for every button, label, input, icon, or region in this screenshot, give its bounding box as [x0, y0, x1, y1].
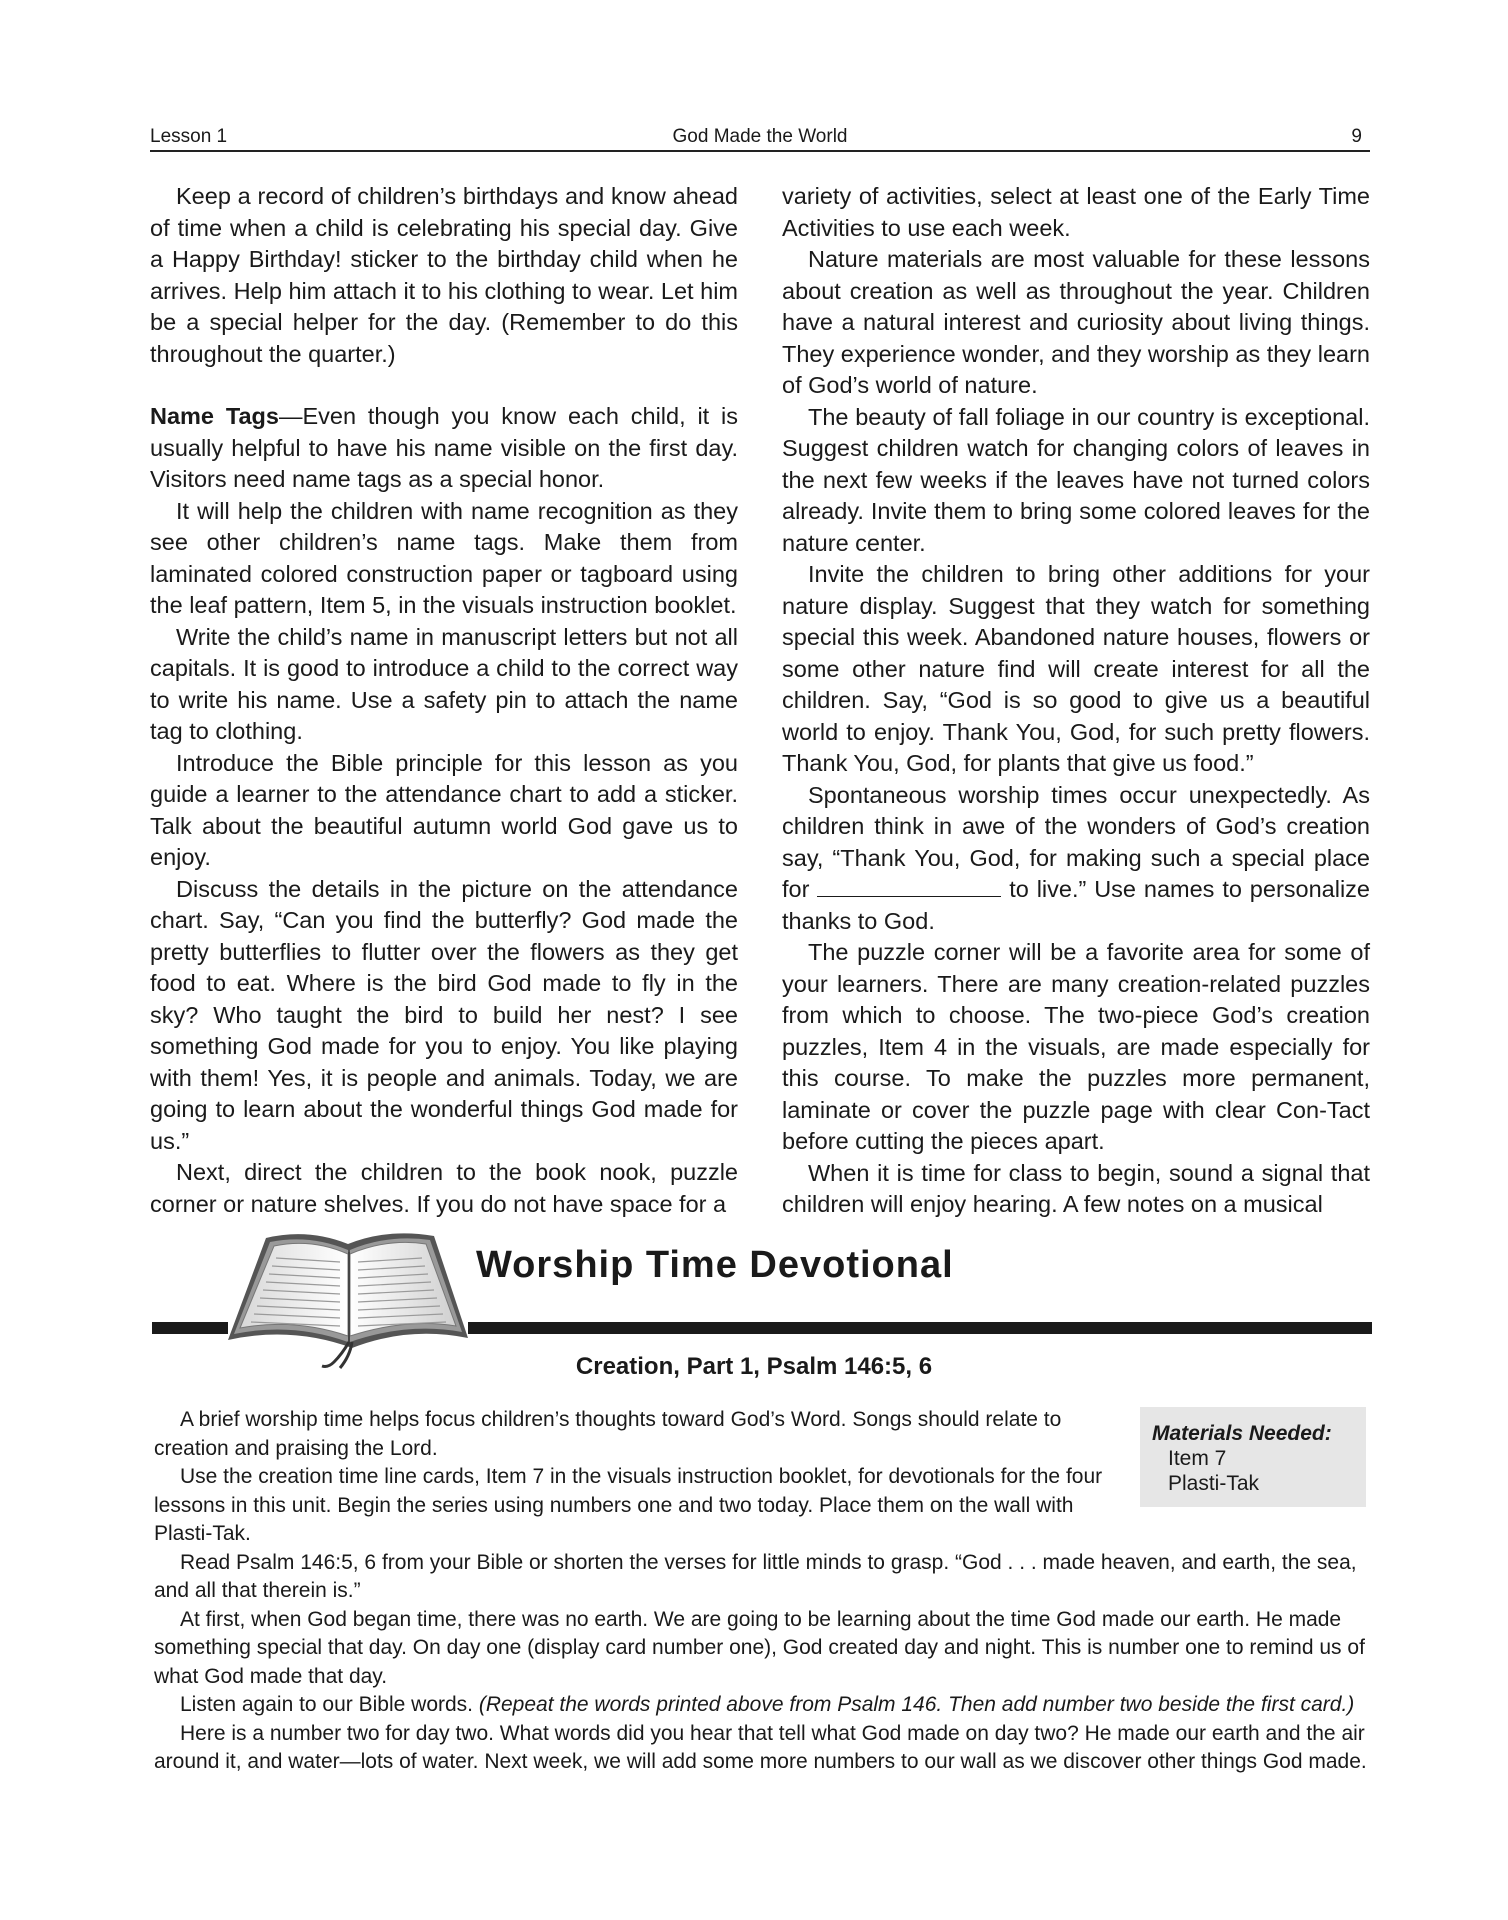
- paragraph: Keep a record of children’s birthdays and know ahead of time when a child is celebrating his special day. Give a Happy Birthday! sticker to the birthday child when he arrives. Help him attach it to his clothing to wear. Let him be a special helper for the day. (Remember to do this throughout the quarter.): [150, 183, 738, 367]
- paragraph: Read Psalm 146:5, 6 from your Bible or shorten the verses for little minds to grasp. “God . . . made heaven, and earth, the sea, and all that therein is.”: [154, 1550, 1357, 1602]
- name-tags-text: —Even though you know each child, it is usually helpful to have his name visible on the first day. Visitors need name tags as a special honor.: [150, 403, 739, 492]
- page-number: 9: [1351, 126, 1362, 147]
- running-header: [150, 126, 1370, 152]
- paragraph: At first, when God began time, there was no earth. We are going to be learning about the time God made our earth. He made something special that day. On day one (display card number one), God created day and night. This is number one to remind us of what God made that day.: [154, 1607, 1365, 1688]
- paragraph-text: Spontaneous worship times occur unexpectedly. As children think in awe of the wonders of God’s creation say, “Thank You, God, for making such a special place for: [782, 781, 1370, 902]
- name-tags-heading: Name Tags: [150, 403, 279, 429]
- paragraph: Introduce the Bible principle for this lesson as you guide a learner to the attendance chart to add a sticker. Talk about the beautiful autumn world God gave us to enjoy.: [150, 749, 738, 870]
- lesson-label: Lesson 1: [150, 126, 228, 147]
- paragraph: Discuss the details in the picture on the attendance chart. Say, “Can you find the butterfly? God made the pretty butterflies to flutter over the flowers as they get food to eat. Where is the bird God made to fly in the sky? Who taught the bird to build her nest? I see something God made for you to enjoy. You like playing with them! Yes, it is people and animals. Today, we are going to learn about the wonderful things God made for us.”: [150, 875, 738, 1154]
- paragraph: Here is a number two for day two. What words did you hear that tell what God made on day two? He made our earth and the air around it, and water—lots of water. Next week, we will add some more numbers to our wall as we discover other things God made.: [154, 1721, 1367, 1773]
- page-header-title: God Made the World: [672, 126, 848, 147]
- paragraph-text: Listen again to our Bible words.: [180, 1693, 479, 1716]
- paragraph: A brief worship time helps focus children’s thoughts toward God’s Word. Songs should relate to creation and praising the Lord.: [154, 1408, 1062, 1460]
- name-tags-paragraph: [150, 401, 738, 496]
- right-column: [782, 181, 1370, 1221]
- banner-rule-left: [152, 1322, 228, 1334]
- paragraph: The puzzle corner will be a favorite area for some of your learners. There are many creation-related puzzles from which to choose. The two-piece God’s creation puzzles, Item 4 in the visuals, are made especially for this course. To make the puzzles more permanent, laminate or cover the puzzle page with clear Con-Tact before cutting the pieces apart.: [782, 939, 1370, 1154]
- paragraph: When it is time for class to begin, sound a signal that children will enjoy hearing. A few notes on a musical: [782, 1159, 1370, 1217]
- materials-heading: Materials Needed:: [1152, 1422, 1332, 1445]
- open-bible-icon: [222, 1222, 474, 1372]
- devotional-subtitle: Creation, Part 1, Psalm 146:5, 6: [575, 1353, 933, 1380]
- paragraph: Write the child’s name in manuscript letters but not all capitals. It is good to introduce a child to the correct way to write his name. Use a safety pin to attach the name tag to clothing.: [150, 623, 738, 744]
- paragraph: variety of activities, select at least one of the Early Time Activities to use each week.: [782, 183, 1370, 241]
- materials-item: Item 7: [1168, 1447, 1227, 1470]
- paragraph: [154, 1691, 1370, 1720]
- paragraph: It will help the children with name recognition as they see other children’s name tags. Make them from laminated colored construction paper or tagboard using the leaf pattern, Item 5, in the visuals instruction booklet.: [150, 497, 738, 618]
- paragraph: Use the creation time line cards, Item 7 in the visuals instruction booklet, for devotionals for the four lessons in this unit. Begin the series using numbers one and two today. Place them on the wall with Plasti-Tak.: [154, 1465, 1103, 1545]
- paragraph: Invite the children to bring other additions for your nature display. Suggest that they watch for something special this week. Abandoned nature houses, flowers or some other nature find will create interest for all the children. Say, “God is so good to give us a beautiful world to enjoy. Thank You, God, for such pretty flowers. Thank You, God, for plants that give us food.”: [782, 561, 1370, 776]
- banner-rule-right: [468, 1322, 1372, 1334]
- left-column: [150, 181, 738, 1220]
- materials-item: Plasti-Tak: [1168, 1472, 1260, 1495]
- paragraph-with-blank: [782, 780, 1370, 938]
- instruction-text: (Repeat the words printed above from Psalm 146. Then add number two beside the first card.): [478, 1693, 1355, 1716]
- paragraph-text: to live.” Use names to personalize thanks to God.: [782, 876, 1370, 934]
- paragraph: Next, direct the children to the book nook, puzzle corner or nature shelves. If you do not have space for a: [150, 1159, 738, 1217]
- paragraph: Nature materials are most valuable for these lessons about creation as well as throughout the year. Children have a natural interest and curiosity about living things. They experience wonder, and they worship as they learn of God’s world of nature.: [782, 246, 1370, 398]
- paragraph: The beauty of fall foliage in our country is exceptional. Suggest children watch for changing colors of leaves in the next few weeks if the leaves have not turned colors already. Invite them to bring some colored leaves for the nature center.: [782, 403, 1370, 556]
- devotional-title: Worship Time Devotional: [476, 1244, 954, 1286]
- devotional-body: [154, 1406, 1370, 1777]
- fill-in-blank: [817, 874, 1001, 897]
